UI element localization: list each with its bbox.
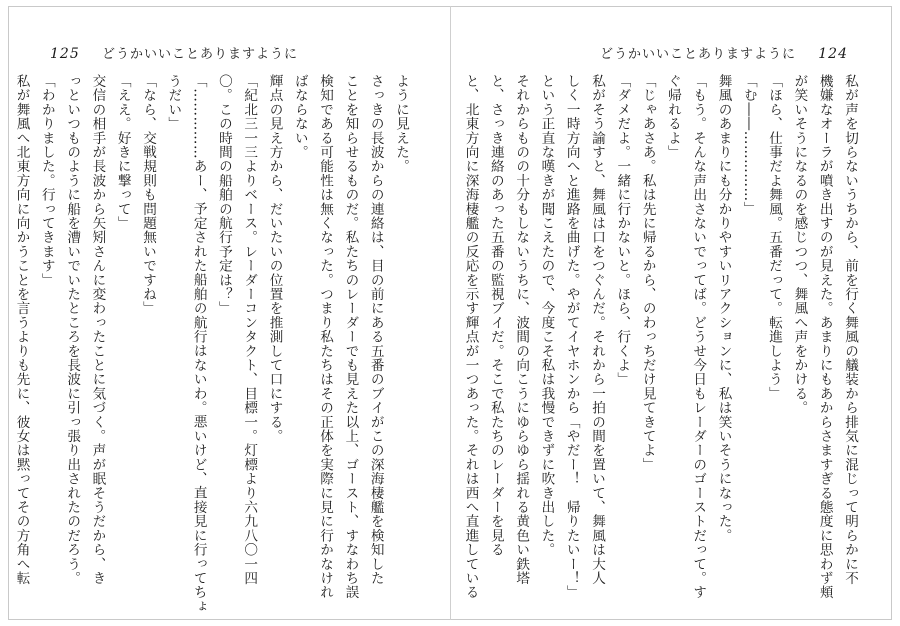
text-line: 「ダメだよ。一緒に行かないと。ほら、行くよ」	[614, 74, 631, 387]
text-line: 交信の相手が長波から矢矧さんに変わったことに気づく。声が眠そうだから、き	[89, 74, 106, 586]
text-line: っといつものように船を漕いでいたところを長波に引っ張り出されたのだろう。	[64, 74, 81, 586]
running-title: どうかいいことありますように	[599, 47, 796, 62]
body-text	[13, 74, 413, 614]
text-line: 私が声を切らないうちから、前を行く舞風の艤装から排気に混じって明らかに不	[842, 74, 858, 586]
text-line: 検知である可能性は無くなった。つまり私たちはその正体を実際に見に行かなけれ	[317, 74, 334, 600]
text-line: しく一時方向へと進路を曲げた。やがてイヤホンから「やだー！ 帰りたいー！」	[563, 74, 580, 600]
running-title: どうかいいことありますように	[102, 47, 299, 62]
text-line: それからものの十分もしないうちに、波間の向こうにゆらゆら揺れる黄色い鉄塔	[513, 74, 530, 586]
text-line: 機嫌なオーラが噴き出すのが見えた。あまりにもあからさますぎる態度に思わず頬	[816, 74, 833, 600]
text-line: 「わかりました。行ってきます」	[38, 74, 55, 287]
text-line: ばならない。	[291, 74, 308, 160]
text-line: 「ほら、仕事だよ舞風。五番だって。転進しよう」	[766, 74, 783, 401]
text-line: 舞風のあまりにも分かりやすいリアクションに、私は笑いそうになった。	[715, 74, 732, 543]
text-line: 「……………あー、予定された船舶の航行はないわ。悪いけど、直接見に行ってちょ	[190, 74, 207, 614]
text-line: ように見えた。	[393, 74, 409, 174]
running-head-left	[50, 43, 298, 62]
text-line: 「もう。そんな声出さないでってば。どうせ今日もレーダーのゴーストだって。す	[690, 74, 707, 600]
text-line: 私がそう諭すと、舞風は口をつぐんだ。それから一拍の間を置いて、舞風は大人	[589, 74, 606, 586]
text-line: 私が舞風へ北東方向に向かうことを言うよりも先に、彼女は黙ってその方角へ転	[13, 74, 30, 586]
text-line: 「紀北三一三よりベース。レーダーコンタクト、目標一。灯標より六九八〇一四	[241, 74, 258, 586]
text-line: と、さっき連絡のあった五番の監視ブイだ。そこで私たちのレーダーを見る	[487, 74, 504, 557]
body-text	[462, 74, 862, 600]
text-line: と、北東方向に深海棲艦の反応を示す輝点が一つあった。それは西へ直進している	[462, 74, 479, 600]
running-head-right	[600, 43, 848, 62]
right-page	[451, 6, 892, 620]
left-page	[8, 6, 450, 620]
page-number: 124	[818, 46, 848, 62]
text-line: が笑いそうになるのを感じつつ、舞風へ声をかける。	[791, 74, 808, 415]
text-line: ことを知らせるものだ。私たちのレーダーでも見えた以上、ゴースト、すなわち誤	[342, 74, 359, 600]
page-number: 125	[50, 46, 80, 62]
text-line: うだい」	[165, 74, 182, 131]
text-line: ぐ帰れるよ」	[664, 74, 681, 160]
text-line: 「じゃあさあ。私は先に帰るから、のわっちだけ見てきてよ」	[639, 74, 656, 472]
text-line: という正直な嘆きが聞こえたので、今度こそ私は我慢できずに吹き出した。	[538, 74, 555, 557]
text-line: さっきの長波からの連絡は、目の前にある五番のブイがこの深海棲艦を検知した	[367, 74, 384, 586]
text-line: 「む――……………」	[740, 74, 757, 216]
text-line: 〇。この時間の船舶の航行予定は？」	[215, 74, 232, 316]
text-line: 「なら、交戦規則も問題無いですね」	[140, 74, 157, 316]
text-line: 「ええ。好きに撃って」	[114, 74, 131, 231]
text-line: 輝点の見え方から、だいたいの位置を推測して口にする。	[266, 74, 283, 444]
